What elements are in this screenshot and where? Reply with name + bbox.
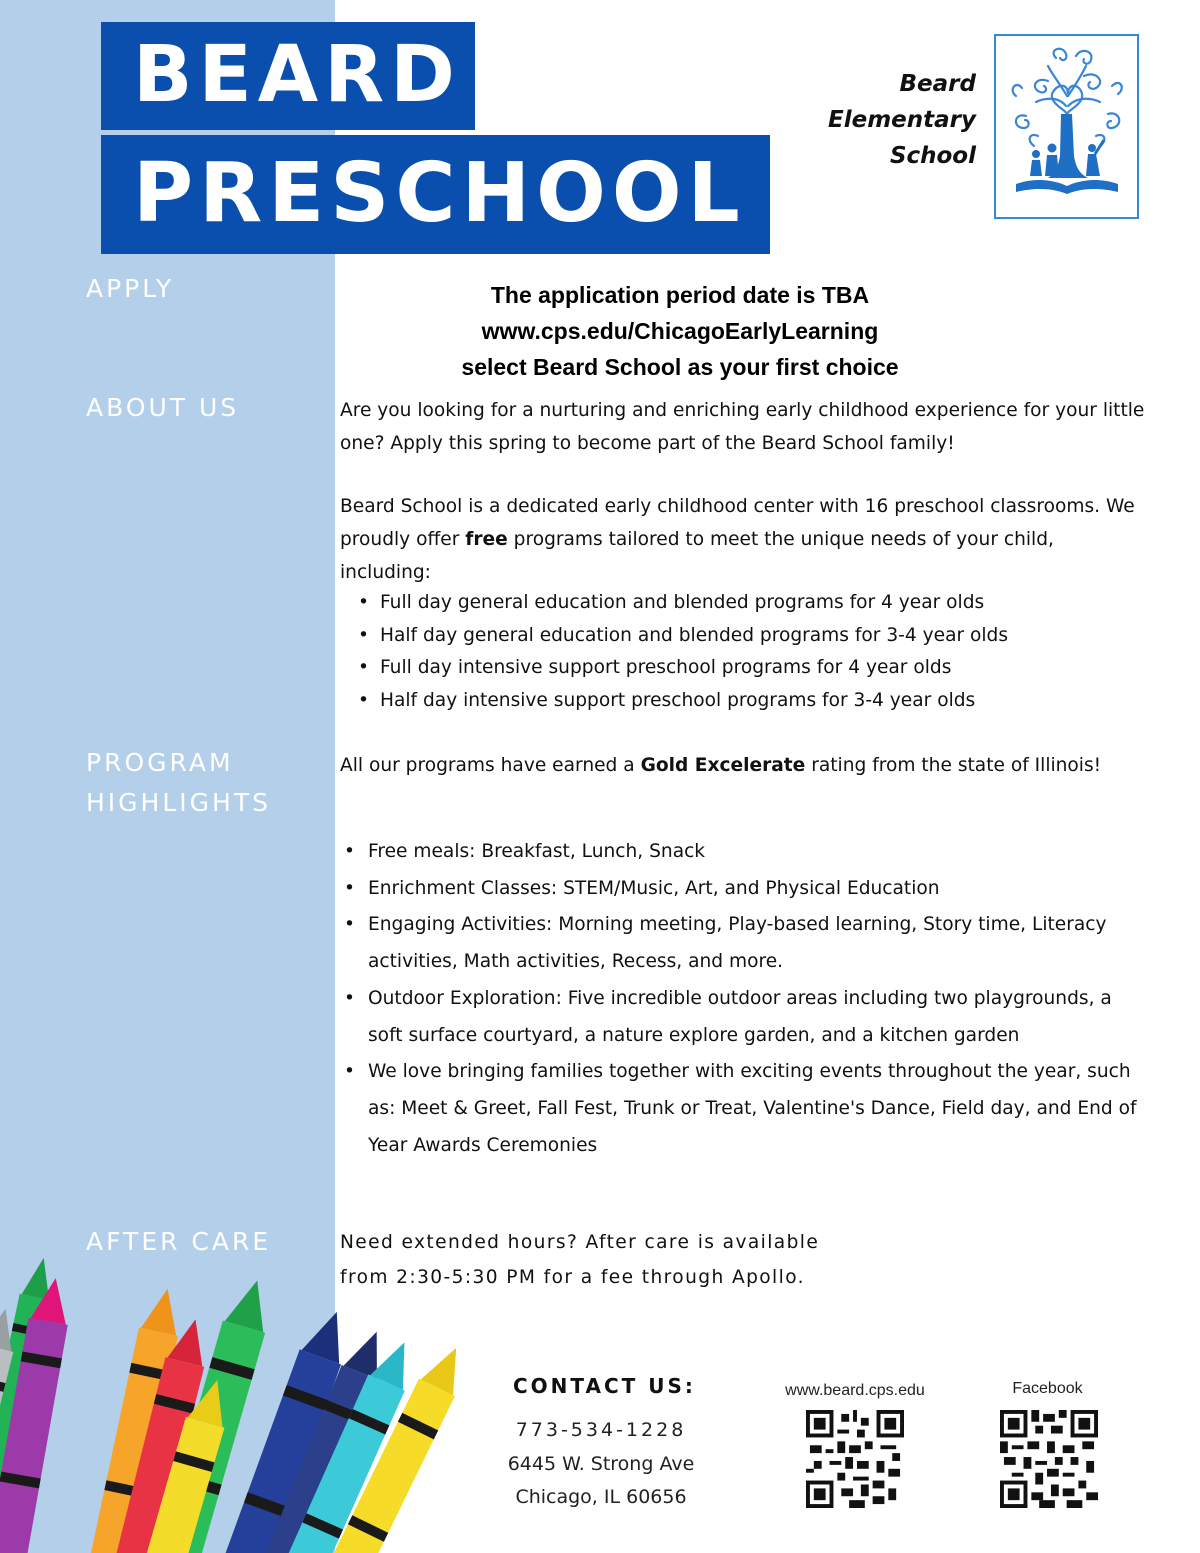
highlights-list: [342, 834, 1142, 1164]
contact-title: CONTACT US:: [513, 1374, 696, 1398]
contact-address-street: 6445 W. Strong Ave: [507, 1453, 695, 1475]
label-apply: APPLY: [86, 274, 175, 303]
apply-url[interactable]: www.cps.edu/ChicagoEarlyLearning: [481, 318, 879, 344]
about-description: [340, 490, 1140, 589]
aftercare-line: Need extended hours? After care is available: [340, 1232, 820, 1253]
program-list-item: • Full day intensive support preschool programs for 4 year olds: [356, 652, 1008, 685]
apply-instruction: select Beard School as your first choice: [461, 354, 899, 380]
school-name-line: School: [889, 143, 976, 169]
label-after-care: AFTER CARE: [86, 1227, 272, 1256]
rating-part: rating from the state of Illinois!: [805, 755, 1102, 776]
program-list: [356, 587, 1008, 717]
tree-logo-graphic: [996, 36, 1137, 217]
label-program-highlights: [86, 743, 271, 823]
about-desc-part: Beard School is a dedicated early childhood center with 16 preschool classrooms. We proudly offer: [340, 496, 1135, 550]
program-list-item: • Half day general education and blended programs for 3-4 year olds: [356, 620, 1008, 653]
school-name-line: Elementary: [828, 107, 976, 133]
contact-address-city: Chicago, IL 60656: [515, 1486, 687, 1508]
school-name-line: Beard: [899, 71, 976, 97]
school-logo-tree-icon: [994, 34, 1139, 219]
apply-period: The application period date is TBA: [490, 282, 870, 308]
label-program-highlights-line1: PROGRAM: [86, 748, 234, 777]
program-list-item: • Half day intensive support preschool programs for 3-4 year olds: [356, 685, 1008, 718]
highlight-item: • Engaging Activities: Morning meeting, Play-based learning, Story time, Literacy activities, Math activities, Recess, and more.: [342, 907, 1142, 980]
highlight-item: • Free meals: Breakfast, Lunch, Snack: [342, 834, 1142, 871]
highlight-item: • Outdoor Exploration: Five incredible outdoor areas including two playgrounds, a soft surface courtyard, a nature explore garden, and a kitchen garden: [342, 981, 1142, 1054]
aftercare-line: from 2:30-5:30 PM for a fee through Apollo.: [340, 1267, 805, 1288]
facebook-qr-code-icon[interactable]: [1000, 1410, 1098, 1508]
rating-part: All our programs have earned a: [340, 755, 641, 776]
website-qr-code-icon[interactable]: [806, 1410, 904, 1508]
program-list-item: • Full day general education and blended programs for 4 year olds: [356, 587, 1008, 620]
title-beard: BEARD: [101, 22, 475, 130]
gold-rating-statement: [340, 749, 1150, 782]
apply-info: [340, 277, 1020, 385]
label-program-highlights-line2: HIGHLIGHTS: [86, 788, 271, 817]
highlight-item: • Enrichment Classes: STEM/Music, Art, and Physical Education: [342, 871, 1142, 908]
rating-bold: Gold Excelerate: [640, 755, 806, 776]
label-about-us: ABOUT US: [86, 393, 240, 422]
about-desc-bold: free: [465, 529, 508, 550]
highlight-item: • We love bringing families together with exciting events throughout the year, such as: Meet & Greet, Fall Fest, Trunk or Treat, Valentine's Dance, Field day, and End of Year Awards Ceremonies: [342, 1054, 1142, 1164]
website-label[interactable]: www.beard.cps.edu: [785, 1382, 925, 1399]
about-intro: Are you looking for a nurturing and enriching early childhood experience for your little one? Apply this spring to become part of the Beard School family!: [340, 400, 1145, 454]
title-preschool: PRESCHOOL: [101, 135, 770, 254]
facebook-label[interactable]: Facebook: [1012, 1380, 1083, 1397]
about-desc-part: programs tailored to meet the unique needs of your child, including:: [340, 529, 1054, 583]
contact-phone[interactable]: 773-534-1228: [515, 1419, 687, 1441]
school-name: [790, 66, 976, 174]
crayons-illustration: [0, 1245, 470, 1553]
